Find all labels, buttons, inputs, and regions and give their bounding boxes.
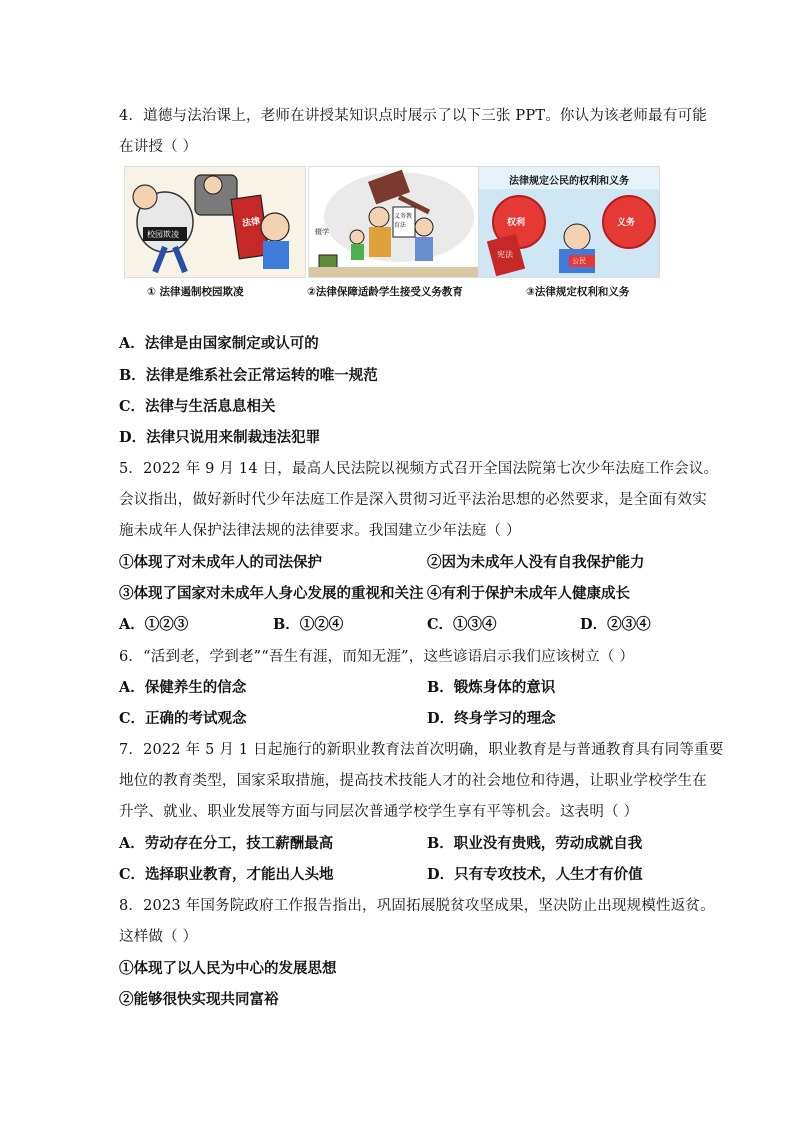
q7-option-d[interactable]: D．只有专攻技术，人生才有价值 [427, 866, 643, 883]
q5-option-c[interactable]: C．①③④ [427, 616, 497, 633]
figure1-label-law: 法律 [241, 216, 261, 230]
figure3-label-constitution: 宪法 [497, 250, 513, 259]
cartoon-bullying-illustration [125, 167, 305, 277]
figure3-caption: ③法律规定权利和义务 [526, 286, 630, 298]
q4-option-b[interactable]: B．法律是维系社会正常运转的唯一规范 [119, 367, 378, 384]
figure3-label-rights: 权利 [507, 218, 526, 228]
figure2-label-education-law: 义务教育法 [394, 213, 413, 229]
q7-option-b[interactable]: B．职业没有贵贱，劳动成就自我 [427, 835, 643, 852]
q5-option-d[interactable]: D．②③④ [580, 616, 651, 633]
q6-option-d[interactable]: D．终身学习的理念 [427, 710, 556, 727]
q7-stem-line1: 7．2022 年 5 月 1 日起施行的新职业教育法首次明确，职业教育是与普通教育具有同等重要 [119, 742, 724, 758]
q6-stem-line1: 6．“活到老，学到老”“吾生有涯，而知无涯”，这些谚语启示我们应该树立（ ） [119, 649, 635, 665]
q7-option-a[interactable]: A．劳动存在分工，技工薪酬最高 [119, 835, 334, 852]
q5-stem-line2: 会议指出，做好新时代少年法庭工作是深入贯彻习近平法治思想的必然要求，是全面有效实 [119, 492, 707, 508]
figure3-label-citizen: 公民 [572, 257, 586, 265]
q5-item-1: ①体现了对未成年人的司法保护 [119, 554, 322, 571]
q8-stem-line1: 8．2023 年国务院政府工作报告指出，巩固拓展脱贫攻坚成果，坚决防止出现规模性返贫。 [119, 898, 715, 914]
figure3-title: 法律规定公民的权利和义务 [509, 176, 629, 187]
figure1-label-bullying: 校园欺凌 [147, 230, 179, 239]
figure-campus-bullying [124, 166, 306, 278]
q5-item-3: ③体现了国家对未成年人身心发展的重视和关注 [119, 585, 424, 602]
figure2-caption: ②法律保障适龄学生接受义务教育 [307, 286, 463, 298]
q8-stem-line2: 这样做（ ） [119, 929, 198, 945]
q5-item-2: ②因为未成年人没有自我保护能力 [427, 554, 645, 571]
q6-option-c[interactable]: C．正确的考试观念 [119, 710, 247, 727]
q4-option-d[interactable]: D．法律只说用来制裁违法犯罪 [119, 429, 321, 446]
q4-stem-line2: 在讲授（ ） [119, 139, 198, 155]
q5-stem-line3: 施未成年人保护法律法规的法律要求。我国建立少年法庭（ ） [119, 523, 521, 539]
figure2-label-dropout: 辍学 [315, 228, 329, 236]
q5-option-a[interactable]: A．①②③ [119, 616, 189, 633]
q5-stem-line1: 5．2022 年 9 月 14 日，最高人民法院以视频方式召开全国法院第七次少年法庭工作会议。 [119, 461, 719, 477]
figure3-label-duties: 义务 [617, 218, 636, 228]
q7-option-c[interactable]: C．选择职业教育，才能出人头地 [119, 866, 334, 883]
q6-option-a[interactable]: A．保健养生的信念 [119, 679, 247, 696]
q6-option-b[interactable]: B．锻炼身体的意识 [427, 679, 556, 696]
q8-item-1: ①体现了以人民为中心的发展思想 [119, 960, 337, 977]
q8-item-2: ②能够很快实现共同富裕 [119, 991, 279, 1008]
figure-compulsory-education [308, 166, 490, 278]
q7-stem-line2: 地位的教育类型，国家采取措施，提高技术技能人才的社会地位和待遇，让职业学校学生在 [119, 773, 707, 789]
q4-option-c[interactable]: C．法律与生活息息相关 [119, 398, 276, 415]
q5-item-4: ④有利于保护未成年人健康成长 [427, 585, 630, 602]
q5-option-b[interactable]: B．①②④ [273, 616, 344, 633]
figure-rights-and-duties [478, 166, 660, 278]
q7-stem-line3: 升学、就业、职业发展等方面与同层次普通学校学生享有平等机会。这表明（ ） [119, 804, 639, 820]
q4-option-a[interactable]: A．法律是由国家制定或认可的 [119, 335, 319, 352]
figure1-caption: ① 法律遏制校园欺凌 [147, 286, 244, 298]
q4-stem-line1: 4．道德与法治课上，老师在讲授某知识点时展示了以下三张 PPT。你认为该老师最有可能 [119, 108, 707, 124]
